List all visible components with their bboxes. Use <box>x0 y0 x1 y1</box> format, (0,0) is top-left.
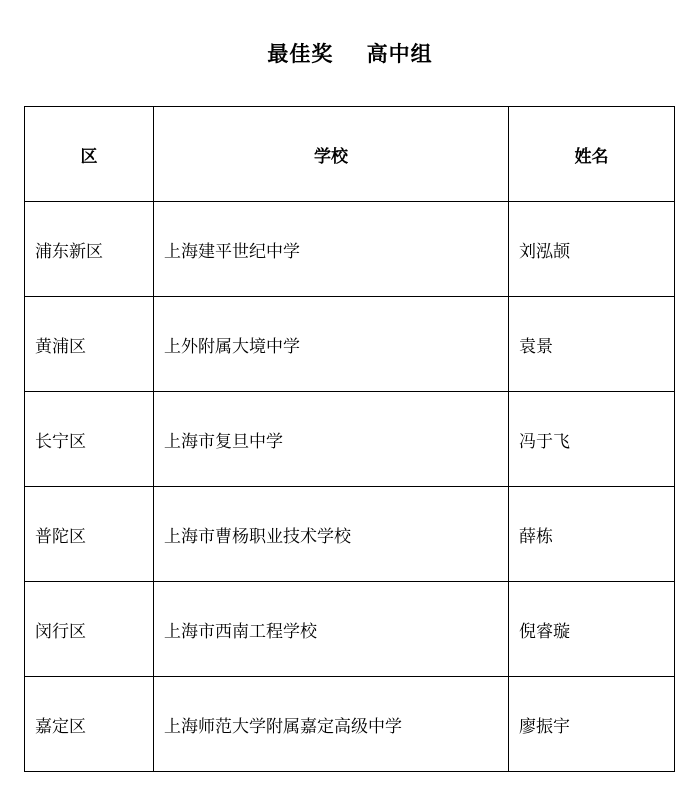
cell-district: 长宁区 <box>25 392 154 487</box>
cell-school: 上外附属大境中学 <box>154 297 509 392</box>
cell-school: 上海市复旦中学 <box>154 392 509 487</box>
cell-school: 上海建平世纪中学 <box>154 202 509 297</box>
table-row <box>25 202 675 297</box>
cell-name: 冯于飞 <box>509 392 675 487</box>
table-row <box>25 392 675 487</box>
cell-name: 刘泓颉 <box>509 202 675 297</box>
cell-name: 袁景 <box>509 297 675 392</box>
cell-school: 上海市西南工程学校 <box>154 582 509 677</box>
awards-table <box>24 106 675 772</box>
header-name: 姓名 <box>509 107 675 202</box>
header-school: 学校 <box>154 107 509 202</box>
cell-school: 上海市曹杨职业技术学校 <box>154 487 509 582</box>
cell-district: 浦东新区 <box>25 202 154 297</box>
cell-district: 闵行区 <box>25 582 154 677</box>
page-title: 最佳奖 高中组 <box>267 41 433 66</box>
table-row <box>25 487 675 582</box>
table-row <box>25 582 675 677</box>
header-district: 区 <box>25 107 154 202</box>
cell-school: 上海师范大学附属嘉定高级中学 <box>154 677 509 772</box>
cell-name: 倪睿璇 <box>509 582 675 677</box>
table-header-row <box>25 107 675 202</box>
cell-district: 普陀区 <box>25 487 154 582</box>
cell-name: 薛栋 <box>509 487 675 582</box>
table-row <box>25 677 675 772</box>
cell-name: 廖振宇 <box>509 677 675 772</box>
cell-district: 嘉定区 <box>25 677 154 772</box>
cell-district: 黄浦区 <box>25 297 154 392</box>
table-row <box>25 297 675 392</box>
